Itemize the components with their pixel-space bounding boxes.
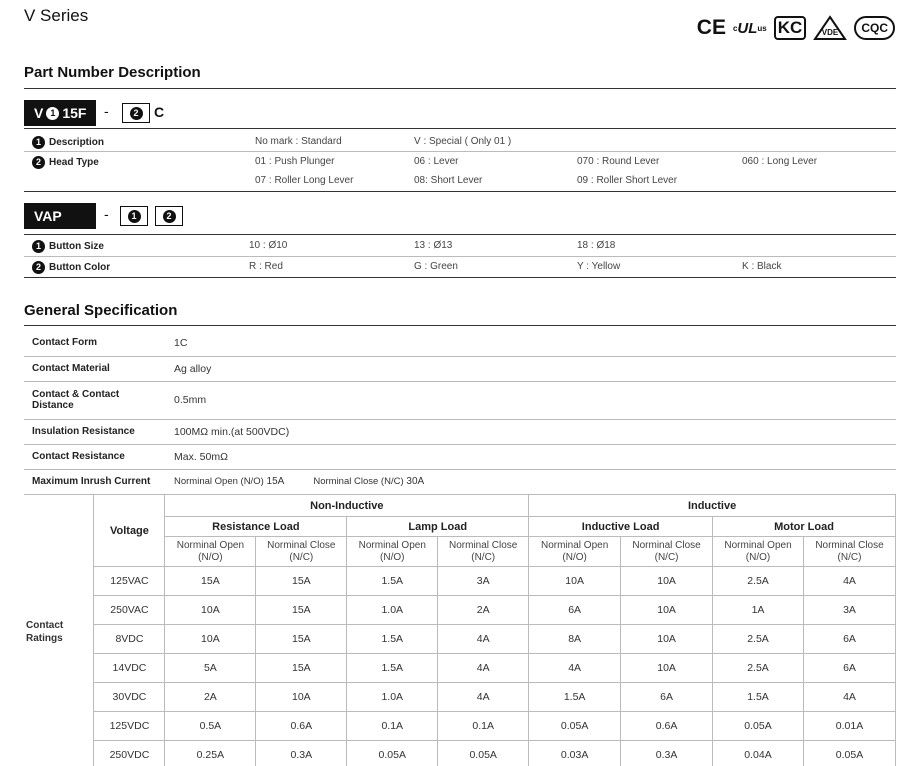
rating-cell: 0.6A — [256, 712, 347, 741]
pn-option: 01 : Push Plunger — [255, 156, 335, 167]
rating-cell: 4A — [803, 683, 895, 712]
load-motor: Motor Load — [713, 517, 896, 537]
row-circle: 2 — [32, 156, 45, 169]
spec-value-inrush — [166, 469, 896, 494]
rating-cell: 1.5A — [529, 683, 621, 712]
ratings-row — [24, 741, 896, 766]
ratings-row — [24, 567, 896, 596]
vap-code-slot-1 — [120, 206, 148, 226]
rating-cell: 0.03A — [529, 741, 621, 766]
vap-code-prefix: VAP — [34, 208, 62, 224]
section-divider — [24, 88, 896, 89]
group-inductive: Inductive — [529, 495, 896, 517]
rating-cell: 4A — [438, 625, 529, 654]
voltage-cell: 30VDC — [94, 683, 165, 712]
voltage-cell: 14VDC — [94, 654, 165, 683]
rating-cell: 0.1A — [438, 712, 529, 741]
ul-mark-logo: c UL us — [732, 19, 767, 37]
rating-cell: 0.1A — [347, 712, 438, 741]
spec-key: Insulation Resistance — [24, 419, 166, 444]
spec-key: Contact Resistance — [24, 444, 166, 469]
pn-row-head-type-cont — [24, 175, 896, 189]
rating-cell: 2.5A — [713, 654, 804, 683]
row-circle: 2 — [32, 261, 45, 274]
ratings-row — [24, 625, 896, 654]
rating-cell: 4A — [803, 567, 895, 596]
nc-header: Norminal Close (N/C) — [256, 537, 347, 567]
spec-key: Contact Material — [24, 356, 166, 381]
pn-row-label — [32, 156, 99, 169]
pn-option: 07 : Roller Long Lever — [255, 175, 354, 186]
vap-table-bottom-line — [24, 277, 896, 278]
vap-code-box — [24, 203, 96, 229]
v-code-middle: 15F — [62, 105, 87, 121]
group-non-inductive: Non-Inductive — [165, 495, 529, 517]
pn-option: R : Red — [249, 261, 283, 272]
rating-cell: 3A — [803, 596, 895, 625]
part-number-section-title: Part Number Description — [24, 64, 201, 81]
voltage-header: Voltage — [94, 495, 165, 567]
pn-option: 060 : Long Lever — [742, 156, 818, 167]
pn-row-label — [32, 261, 110, 274]
rating-cell: 0.01A — [803, 712, 895, 741]
v-code-box — [24, 100, 96, 126]
v-code-prefix: V — [34, 105, 44, 121]
rating-cell: 10A — [621, 596, 713, 625]
pn-option: 10 : Ø10 — [249, 240, 288, 251]
rating-cell: 0.6A — [621, 712, 713, 741]
vap-code-slot-2 — [155, 206, 183, 226]
rating-cell: 10A — [529, 567, 621, 596]
rating-cell: 10A — [256, 683, 347, 712]
series-title: V Series — [24, 6, 89, 25]
rating-cell: 8A — [529, 625, 621, 654]
pn-option: 08: Short Lever — [414, 175, 483, 186]
spec-row — [24, 419, 896, 444]
rating-cell: 2.5A — [713, 567, 804, 596]
rating-cell: 0.04A — [713, 741, 804, 766]
pn-option: 09 : Roller Short Lever — [577, 175, 678, 186]
inrush-no-value: 15A — [266, 476, 284, 487]
ratings-side-label — [24, 495, 94, 766]
rating-cell: 0.25A — [165, 741, 256, 766]
vap-code-dash: - — [104, 206, 109, 222]
rating-cell: 1A — [713, 596, 804, 625]
certification-logos — [697, 12, 895, 44]
contact-ratings-table — [24, 494, 896, 766]
ratings-row — [24, 654, 896, 683]
v-code-dash: - — [104, 103, 109, 119]
kc-mark-logo: KC — [774, 16, 807, 40]
rating-cell: 10A — [165, 625, 256, 654]
rating-cell: 0.05A — [803, 741, 895, 766]
pn-option: 18 : Ø18 — [577, 240, 616, 251]
no-header: Norminal Open (N/O) — [713, 537, 804, 567]
label-text: Description — [49, 137, 105, 148]
rating-cell: 6A — [803, 654, 895, 683]
pn-option: No mark : Standard — [255, 136, 342, 147]
v-table-top-line — [24, 128, 896, 129]
code-circle-2: 2 — [163, 210, 176, 223]
v-table-bottom-line — [24, 191, 896, 192]
pn-row-description — [24, 136, 896, 150]
ce-mark-logo: CE — [696, 16, 726, 39]
vde-mark-logo — [813, 15, 847, 41]
voltage-cell: 250VAC — [94, 596, 165, 625]
rating-cell: 2A — [165, 683, 256, 712]
pn-row-label — [32, 240, 104, 253]
rating-cell: 1.5A — [347, 567, 438, 596]
spec-key: Maximum Inrush Current — [24, 469, 166, 494]
rating-cell: 1.5A — [347, 654, 438, 683]
label-text: Button Size — [49, 241, 104, 252]
rating-cell: 6A — [803, 625, 895, 654]
rating-cell: 15A — [256, 567, 347, 596]
vap-table-top-line — [24, 234, 896, 235]
nc-header: Norminal Close (N/C) — [621, 537, 713, 567]
row-divider — [24, 151, 896, 152]
rating-cell: 10A — [621, 625, 713, 654]
code-circle-2: 2 — [130, 107, 143, 120]
rating-cell: 4A — [438, 683, 529, 712]
label-text: Button Color — [49, 262, 111, 273]
voltage-cell: 125VDC — [94, 712, 165, 741]
rating-cell: 0.05A — [438, 741, 529, 766]
rating-cell: 15A — [256, 625, 347, 654]
rating-cell: 10A — [621, 567, 713, 596]
code-circle-1: 1 — [128, 210, 141, 223]
voltage-cell: 250VDC — [94, 741, 165, 766]
rating-cell: 1.0A — [347, 683, 438, 712]
general-spec-section-title: General Specification — [24, 302, 178, 319]
rating-cell: 2A — [438, 596, 529, 625]
rating-cell: 1.5A — [347, 625, 438, 654]
spec-row — [24, 444, 896, 469]
svg-text:VDE: VDE — [822, 28, 839, 37]
no-header: Norminal Open (N/O) — [165, 537, 256, 567]
load-inductive: Inductive Load — [529, 517, 713, 537]
load-lamp: Lamp Load — [347, 517, 529, 537]
rating-cell: 3A — [438, 567, 529, 596]
v-code-slot-2 — [122, 103, 150, 123]
inrush-no-label: Norminal Open (N/O) — [174, 476, 264, 487]
ratings-row — [24, 712, 896, 741]
rating-cell: 0.05A — [713, 712, 804, 741]
spec-row — [24, 330, 896, 356]
rating-cell: 1.5A — [713, 683, 804, 712]
v-code-suffix: C — [154, 104, 165, 120]
pn-option: Y : Yellow — [577, 261, 621, 272]
pn-option: G : Green — [414, 261, 458, 272]
spec-value: Ag alloy — [166, 356, 896, 381]
inrush-nc-label: Norminal Close (N/C) — [313, 476, 404, 487]
nc-header: Norminal Close (N/C) — [438, 537, 529, 567]
rating-cell: 5A — [165, 654, 256, 683]
rating-cell: 0.5A — [165, 712, 256, 741]
inrush-nc-value: 30A — [406, 476, 425, 487]
rating-cell: 4A — [438, 654, 529, 683]
pn-row-head-type — [24, 156, 896, 170]
side-label-text: Contact Ratings — [26, 619, 64, 644]
row-circle: 1 — [32, 240, 45, 253]
voltage-cell: 125VAC — [94, 567, 165, 596]
spec-row — [24, 381, 896, 419]
voltage-cell: 8VDC — [94, 625, 165, 654]
general-spec-table — [24, 330, 896, 495]
row-circle: 1 — [32, 136, 45, 149]
rating-cell: 6A — [529, 596, 621, 625]
pn-row-button-color — [24, 261, 896, 275]
no-header: Norminal Open (N/O) — [347, 537, 438, 567]
pn-option: V : Special ( Only 01 ) — [414, 136, 512, 147]
spec-value: Max. 50mΩ — [166, 444, 896, 469]
rating-cell: 0.05A — [347, 741, 438, 766]
spec-row-inrush — [24, 469, 896, 494]
pn-row-label — [32, 136, 104, 149]
pn-option: 06 : Lever — [414, 156, 459, 167]
rating-cell: 1.0A — [347, 596, 438, 625]
row-divider — [24, 256, 896, 257]
rating-cell: 0.05A — [529, 712, 621, 741]
spec-key: Contact & Contact Distance — [24, 381, 166, 419]
ratings-row — [24, 596, 896, 625]
load-resistance: Resistance Load — [165, 517, 347, 537]
pn-option: 13 : Ø13 — [414, 240, 453, 251]
nc-header: Norminal Close (N/C) — [803, 537, 895, 567]
spec-value: 1C — [166, 330, 896, 356]
rating-cell: 15A — [256, 596, 347, 625]
rating-cell: 0.3A — [621, 741, 713, 766]
section-divider — [24, 325, 896, 326]
spec-value: 0.5mm — [166, 381, 896, 419]
pn-row-button-size — [24, 240, 896, 254]
ratings-group-header — [24, 495, 896, 517]
rating-cell: 10A — [621, 654, 713, 683]
rating-cell: 4A — [529, 654, 621, 683]
rating-cell: 0.3A — [256, 741, 347, 766]
rating-cell: 10A — [165, 596, 256, 625]
no-header: Norminal Open (N/O) — [529, 537, 621, 567]
cqc-mark-logo: CQC — [854, 16, 895, 40]
ratings-row — [24, 683, 896, 712]
pn-option: 070 : Round Lever — [577, 156, 660, 167]
pn-option: K : Black — [742, 261, 782, 272]
label-text: Head Type — [49, 157, 99, 168]
spec-value: 100MΩ min.(at 500VDC) — [166, 419, 896, 444]
rating-cell: 15A — [256, 654, 347, 683]
rating-cell: 6A — [621, 683, 713, 712]
spec-key: Contact Form — [24, 330, 166, 356]
rating-cell: 2.5A — [713, 625, 804, 654]
spec-row — [24, 356, 896, 381]
rating-cell: 15A — [165, 567, 256, 596]
code-circle-1: 1 — [46, 107, 59, 120]
